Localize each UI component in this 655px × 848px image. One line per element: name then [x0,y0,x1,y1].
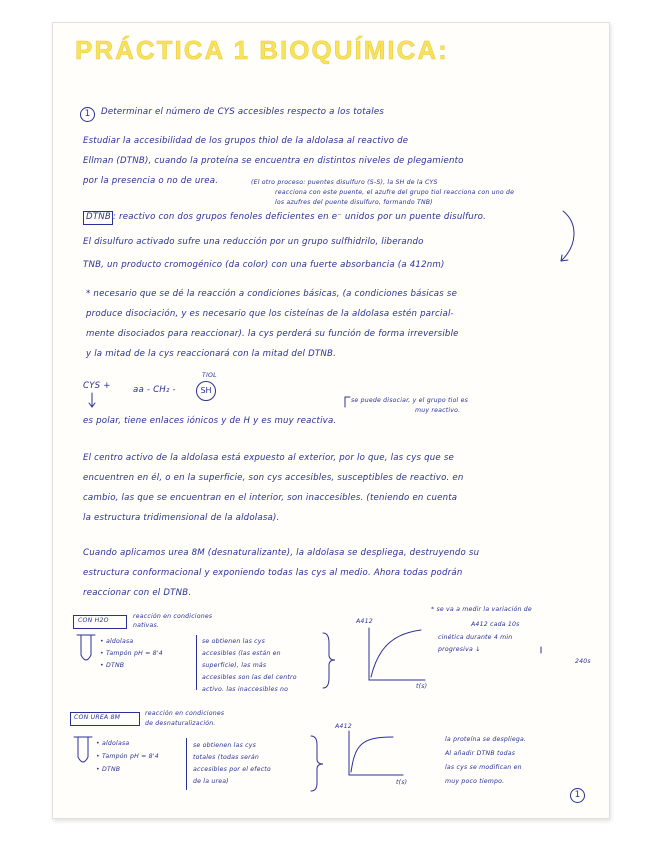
exp2-result-1: se obtienen las cys [193,742,257,749]
active-site-line-1: El centro activo de la aldolasa está expuesto al exterior, por lo que, las cys que se [83,453,454,463]
exp2-axis-y: A412 [335,723,352,730]
exp1-axes [369,628,425,680]
exp1-desc-1: reacción en condiciones [133,613,213,620]
active-site-line-2: encuentren en él, o en la superficie, son cys accesibles, susceptibles de reactivo. en [83,473,464,483]
formula-note-bracket [345,397,350,407]
exp2-desc-1: reacción en condiciones [145,710,225,717]
exp1-item-1: • aldolasa [100,638,134,645]
exp2-conclusion-2: Al añadir DTNB todas [445,750,516,757]
measure-note-3: cinética durante 4 min [438,634,513,641]
exp1-result-4: accesibles son las del centro [202,674,297,681]
tube-1-icon [77,635,95,660]
exp1-axis-y: A412 [356,618,373,625]
exp1-result-3: superficie), las más [202,662,267,669]
dtnb-label: DTNB [86,212,111,222]
measure-note-2: A412 cada 10s [471,621,520,628]
exp2-item-2: • Tampón pH = 8'4 [96,753,159,760]
active-site-line-3: cambio, las que se encuentran en el interior, son inaccesibles. (teniendo en cuenta [83,493,458,503]
dtnb-line-2: El disulfuro activado sufre una reducción por un grupo sulfhidrilo, liberando [83,237,424,247]
dtnb-line-1: : reactivo con dos grupos fenoles deficientes en e⁻ unidos por un puente disulfuro. [113,212,487,222]
measure-note-4: progresiva ↓ [438,646,481,653]
exp1-brace [323,633,335,688]
page-title: PRÁCTICA 1 BIOQUÍMICA: [75,35,449,65]
objective-number: 1 [80,107,95,122]
exp2-conclusion-1: la proteína se despliega. [445,736,527,743]
exp2-desc-2: de desnaturalización. [145,720,216,727]
measure-note-5: 240s [575,658,591,665]
intro-line-2: Ellman (DTNB), cuando la proteína se encuentra en distintos niveles de plegamiento [83,156,464,166]
intro-note-3: los azufres del puente disulfuro, formando TNB) [275,199,433,206]
exp1-label: CON H2O [78,617,109,624]
conditions-line-2: produce disociación, y es necesario que los cisteínas de la aldolasa estén parcial- [86,309,454,319]
formula-tiol: TIOL [202,372,217,379]
exp1-curve [371,630,421,677]
formula-cys: CYS + [83,381,111,391]
exp1-desc-2: nativas. [133,622,160,629]
exp2-axes [349,731,403,775]
exp2-result-2: totales (todas serán [193,754,259,761]
formula-description: es polar, tiene enlaces iónicos y de H y es muy reactiva. [83,416,337,426]
exp2-result-3: accesibles por el efecto [193,766,271,773]
intro-note-2: reacciona con este puente, el azufre del grupo tiol reacciona con uno de [275,189,515,196]
exp1-item-3: • DTNB [100,662,125,669]
formula-chain: aa - CH₂ - [133,385,176,395]
objective-text: Determinar el número de CYS accesibles respecto a los totales [101,107,385,117]
measure-note-1: * se va a medir la variación de [431,606,532,613]
exp1-result-2: accesibles (las están en [202,650,281,657]
notebook-page [52,22,610,819]
tube-2-icon [74,737,92,762]
exp2-axis-x: t(s) [396,779,408,786]
exp2-item-3: • DTNB [96,766,121,773]
exp2-item-1: • aldolasa [96,740,130,747]
urea-line-2: estructura conformacional y exponiendo todas las cys al medio. Ahora todas podrán [83,568,463,578]
page-number: 1 [570,788,585,803]
formula-sh: SH [196,381,216,401]
active-site-line-4: la estructura tridimensional de la aldolasa). [83,513,280,523]
exp1-result-1: se obtienen las cys [202,638,266,645]
exp2-label: CON UREA 8M [74,714,121,721]
cys-down-arrow [89,393,95,407]
exp1-item-2: • Tampón pH = 8'4 [100,650,163,657]
formula-note-1: se puede disociar, y el grupo tiol es [351,397,469,404]
intro-line-1: Estudiar la accesibilidad de los grupos thiol de la aldolasa al reactivo de [83,136,409,146]
intro-line-3: por la presencia o no de urea. [83,176,219,186]
exp2-result-4: de la urea) [193,778,229,785]
formula-note-2: muy reactivo. [415,407,461,414]
intro-note-1: (El otro proceso: puentes disulfuro (S-S), la SH de la CYS [251,179,438,186]
conditions-line-4: y la mitad de la cys reaccionará con la mitad del DTNB. [86,349,337,359]
dtnb-line-3: TNB, un producto cromogénico (da color) con una fuerte absorbancia (a 412nm) [83,260,445,270]
conditions-line-3: mente disociados para reaccionar). la cys perderá su función de forma irreversible [86,329,459,339]
urea-line-1: Cuando aplicamos urea 8M (desnaturalizante), la aldolasa se despliega, destruyendo su [83,548,480,558]
exp1-axis-x: t(s) [416,683,428,690]
exp2-curve [351,737,393,772]
hand-drawn-strokes [53,23,609,818]
exp2-brace [311,736,323,791]
urea-line-3: reaccionar con el DTNB. [83,588,192,598]
dtnb-bracket-arrow [561,211,574,261]
exp1-result-5: activo. las inaccesibles no [202,686,289,693]
exp2-conclusion-4: muy poco tiempo. [445,778,505,785]
exp2-conclusion-3: las cys se modifican en [445,764,522,771]
conditions-line-1: * necesario que se dé la reacción a condiciones básicas, (a condiciones básicas se [86,289,458,299]
